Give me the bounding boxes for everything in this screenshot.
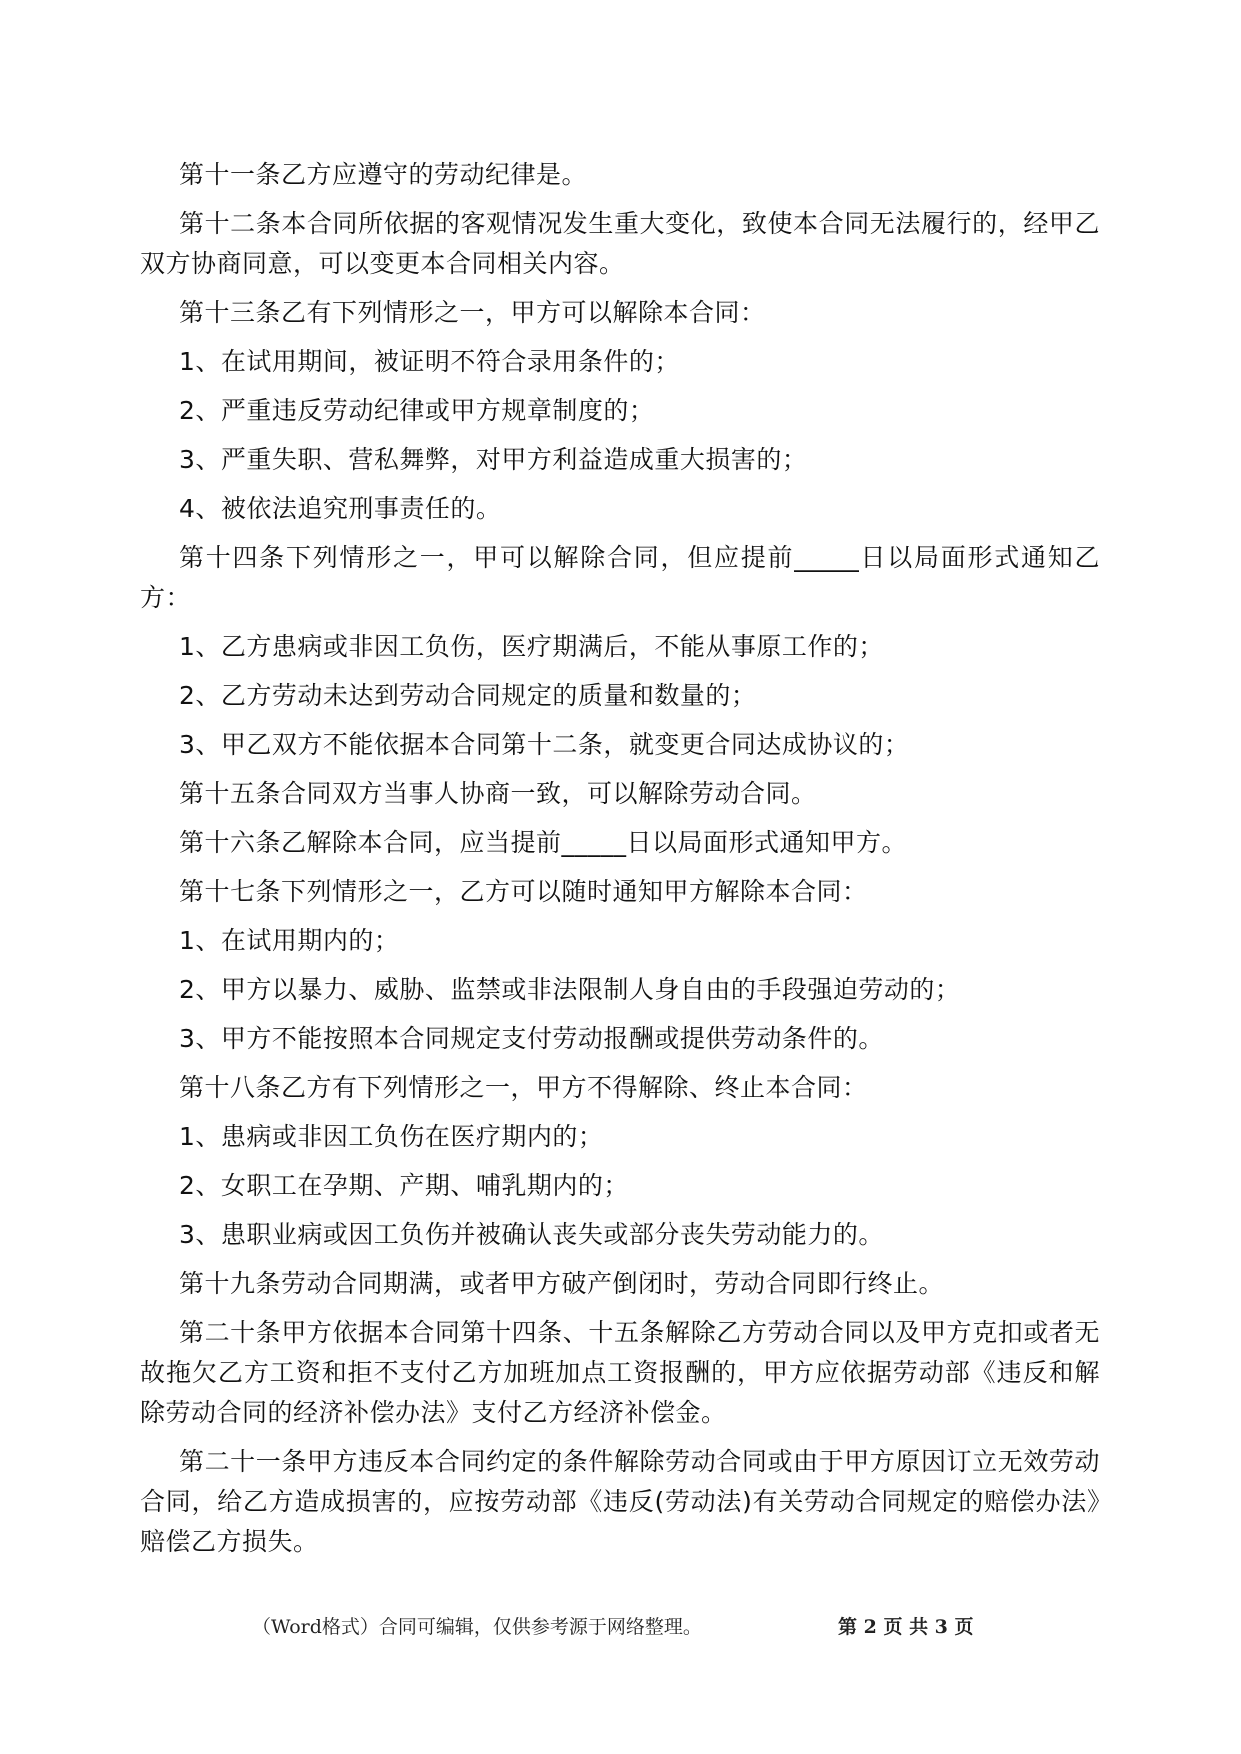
list-item: 1、患病或非因工负伤在医疗期内的； — [179, 1122, 604, 1151]
list-item: 2、甲方以暴力、威胁、监禁或非法限制人身自由的手段强迫劳动的； — [179, 975, 961, 1004]
list-item: 3、甲方不能按照本合同规定支付劳动报酬或提供劳动条件的。 — [179, 1024, 884, 1053]
footer-note: （Word格式）合同可编辑，仅供参考源于网络整理。 — [252, 1616, 702, 1638]
document-body — [140, 155, 1100, 1571]
list-item: 3、严重失职、营私舞弊，对甲方利益造成重大损害的； — [179, 445, 808, 474]
article-20: 第二十条甲方依据本合同第十四条、十五条解除乙方劳动合同以及甲方克扣或者无故拖欠乙方工资和拒不支付乙方加班加点工资报酬的，甲方应依据劳动部《违反和解除劳动合同的经济补偿办法》支付乙方经济补偿金。 — [140, 1318, 1100, 1427]
article-11: 第十一条乙方应遵守的劳动纪律是。 — [179, 160, 588, 189]
list-item: 3、甲乙双方不能依据本合同第十二条，就变更合同达成协议的； — [179, 730, 910, 759]
article-14: 第十四条下列情形之一，甲可以解除合同，但应提前_____日以局面形式通知乙方： — [140, 543, 1100, 612]
page-footer — [0, 1612, 1241, 1642]
list-item: 2、乙方劳动未达到劳动合同规定的质量和数量的； — [179, 681, 757, 710]
list-item: 2、严重违反劳动纪律或甲方规章制度的； — [179, 396, 655, 425]
list-item: 1、乙方患病或非因工负伤，医疗期满后，不能从事原工作的； — [179, 632, 884, 661]
article-18: 第十八条乙方有下列情形之一，甲方不得解除、终止本合同： — [179, 1073, 868, 1102]
article-17: 第十七条下列情形之一，乙方可以随时通知甲方解除本合同： — [179, 877, 868, 906]
list-item: 4、被依法追究刑事责任的。 — [179, 494, 502, 523]
article-15: 第十五条合同双方当事人协商一致，可以解除劳动合同。 — [179, 779, 817, 808]
article-12: 第十二条本合同所依据的客观情况发生重大变化，致使本合同无法履行的，经甲乙双方协商同意，可以变更本合同相关内容。 — [140, 209, 1100, 278]
list-item: 1、在试用期间，被证明不符合录用条件的； — [179, 347, 680, 376]
article-13: 第十三条乙有下列情形之一，甲方可以解除本合同： — [179, 298, 766, 327]
page-number: 第 2 页 共 3 页 — [838, 1616, 974, 1638]
article-19: 第十九条劳动合同期满，或者甲方破产倒闭时，劳动合同即行终止。 — [179, 1269, 945, 1298]
list-item: 2、女职工在孕期、产期、哺乳期内的； — [179, 1171, 629, 1200]
article-21: 第二十一条甲方违反本合同约定的条件解除劳动合同或由于甲方原因订立无效劳动合同，给乙方造成损害的，应按劳动部《违反(劳动法)有关劳动合同规定的赔偿办法》赔偿乙方损失。 — [140, 1447, 1100, 1556]
article-16: 第十六条乙解除本合同，应当提前_____日以局面形式通知甲方。 — [179, 828, 908, 857]
list-item: 1、在试用期内的； — [179, 926, 400, 955]
list-item: 3、患职业病或因工负伤并被确认丧失或部分丧失劳动能力的。 — [179, 1220, 884, 1249]
